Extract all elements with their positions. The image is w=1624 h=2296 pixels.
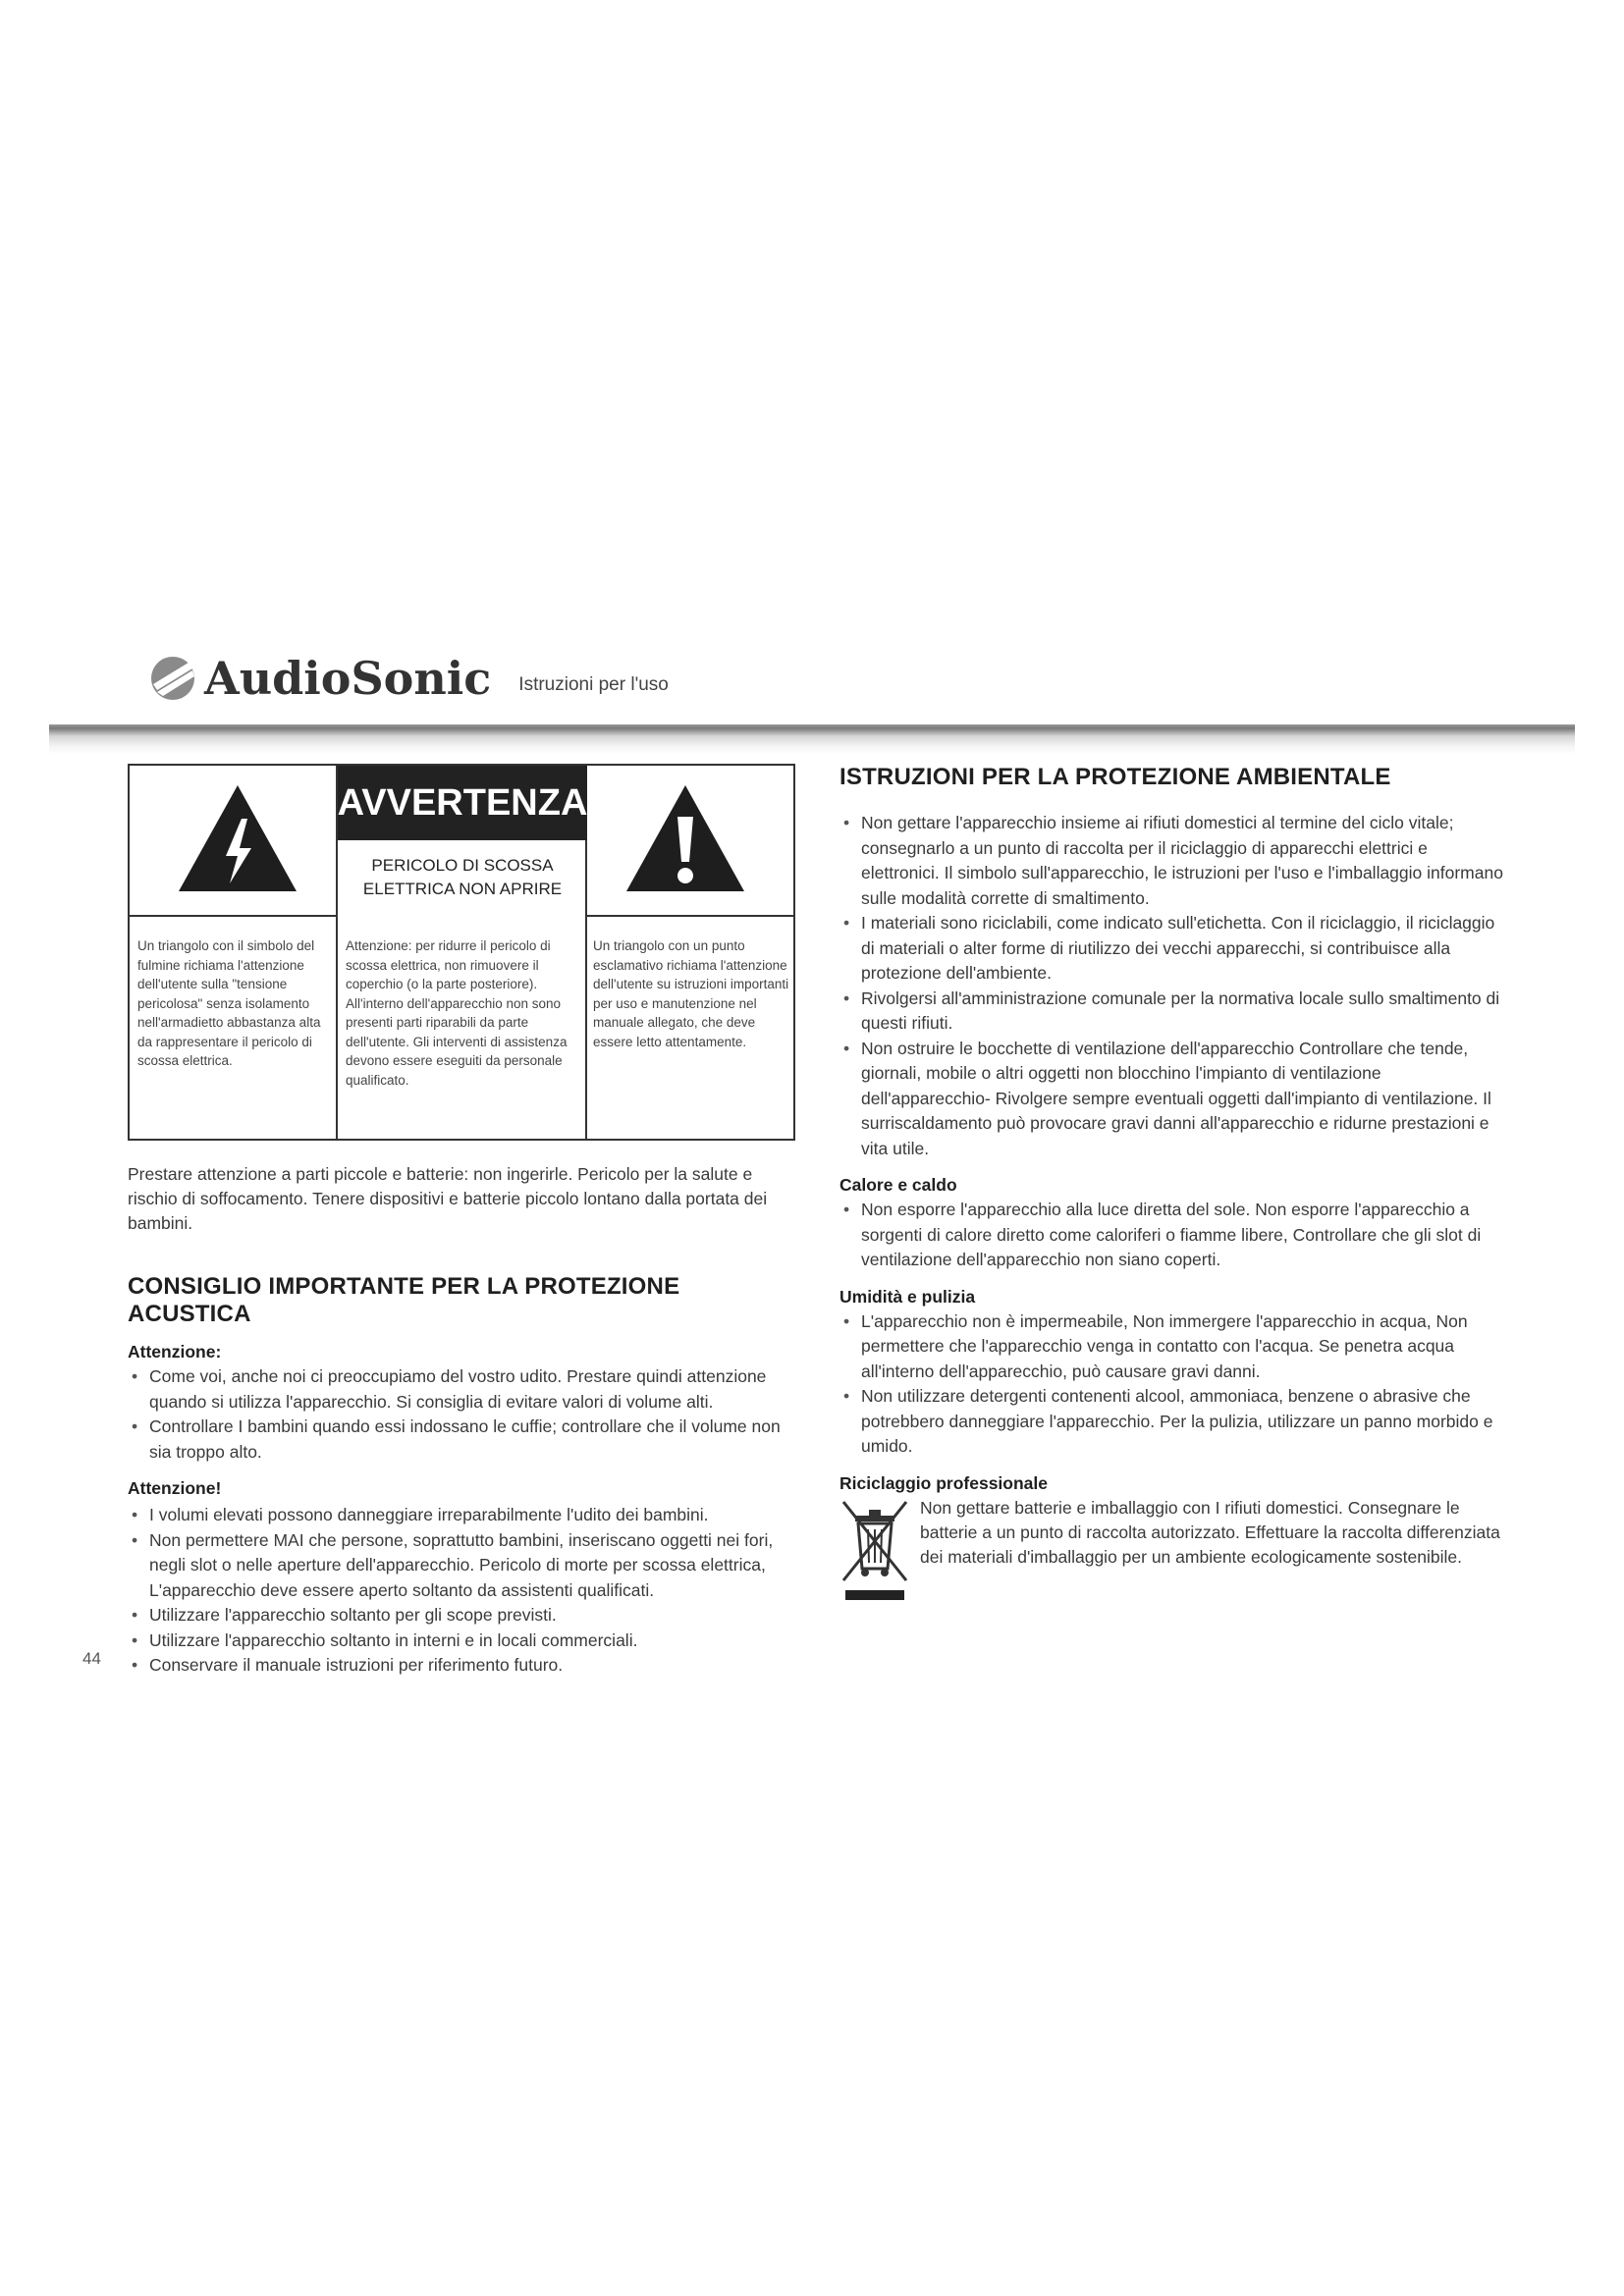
left-column: [128, 764, 795, 1679]
brand-logo: [149, 652, 492, 705]
list-item: • I volumi elevati possono danneggiare irreparabilmente l'udito dei bambini.: [128, 1503, 795, 1528]
list-item: • L'apparecchio non è impermeabile, Non immergere l'apparecchio in acqua, Non permettere che l'apparecchio venga in contatto con l'acqua. Se penetra acqua all'interno dell'apparecchio, può causare gravi danni.: [839, 1309, 1507, 1385]
exclamation-symbol-explanation: Un triangolo con un punto esclamativo richiama l'attenzione dell'utente su istruzioni importanti per uso e manutenzione nel manuale allegato, che deve essere letto attentamente.: [593, 938, 789, 1049]
acoustic-list-2: [128, 1503, 795, 1679]
warning-subtitle: PERICOLO DI SCOSSA ELETTRICA NON APRIRE: [362, 856, 563, 898]
crossed-out-bin-icon: [839, 1496, 910, 1602]
lightning-symbol-explanation: Un triangolo con il simbolo del fulmine richiama l'attenzione dell'utente sulla "tensione pericolosa" senza isolamento nell'armadietto abbastanza alta da rappresentare il pericolo di scossa elettrica.: [137, 938, 321, 1068]
humidity-heading: Umidità e pulizia: [839, 1286, 976, 1307]
list-item: • Controllare I bambini quando essi indossano le cuffie; controllare che il volume non sia troppo alto.: [128, 1415, 795, 1465]
list-item: • Utilizzare l'apparecchio soltanto per gli scope previsti.: [128, 1603, 795, 1629]
recycling-block: [839, 1496, 1507, 1602]
brand-name: AudioSonic: [204, 652, 492, 705]
page-number: 44: [82, 1649, 101, 1668]
header-divider-bar: [49, 724, 1575, 754]
warning-box: [128, 764, 795, 1141]
environment-heading: ISTRUZIONI PER LA PROTEZIONE AMBIENTALE: [839, 764, 1391, 790]
acoustic-subheading-1: Attenzione:: [128, 1342, 222, 1362]
warning-title: AVVERTENZA: [338, 766, 587, 840]
shock-warning-explanation: Attenzione: per ridurre il pericolo di scossa elettrica, non rimuovere il coperchio (o la parte posteriore). All'interno dell'apparecchio non sono presenti parti riparabili da parte dell'utente. Gli interventi di assistenza devono essere eseguiti da personale qualificato.: [346, 938, 568, 1088]
acoustic-list-1: [128, 1364, 795, 1465]
acoustic-heading: CONSIGLIO IMPORTANTE PER LA PROTEZIONE ACUSTICA: [128, 1273, 680, 1327]
list-item: • Non permettere MAI che persone, soprattutto bambini, inseriscano oggetti nei fori, negli slot o nelle aperture dell'apparecchio. Pericolo di morte per scossa elettrica, L'apparecchio deve essere aperto soltanto da assistenti qualificati.: [128, 1528, 795, 1604]
list-item: • I materiali sono riciclabili, come indicato sull'etichetta. Con il riciclaggio, il riciclaggio di materiali o alter forme di riutilizzo dei vecchi apparecchi, si contribuisce alla protezione dell'ambiente.: [839, 911, 1507, 987]
right-column: [839, 764, 1507, 1602]
list-item: • Non esporre l'apparecchio alla luce diretta del sole. Non esporre l'apparecchio a sorgenti di calore diretto come caloriferi o fiamme libere, Controllare che gli slot di ventilazione dell'apparecchio non siano coperti.: [839, 1198, 1507, 1273]
list-item: • Non ostruire le bocchette di ventilazione dell'apparecchio Controllare che tende, giornali, mobile o altri oggetti non blocchino l'impianto di ventilazione dell'apparecchio- Rivolgere sempre eventuali oggetti dall'impianto di ventilazione. Il surriscaldamento può provocare gravi danni all'apparecchio e ridurne prestazioni e vita utile.: [839, 1037, 1507, 1162]
list-item: • Utilizzare l'apparecchio soltanto in interni e in locali commerciali.: [128, 1629, 795, 1654]
list-item: • Non utilizzare detergenti contenenti alcool, ammoniaca, benzene o abrasive che potrebbero danneggiare l'apparecchio. Per la pulizia, utilizzare un panno morbido e umido.: [839, 1384, 1507, 1460]
lightning-warning-icon: [177, 783, 298, 893]
exclamation-warning-icon: [624, 783, 746, 893]
list-item: • Rivolgersi all'amministrazione comunale per la normativa locale sullo smaltimento di questi rifiuti.: [839, 987, 1507, 1037]
humidity-list: [839, 1309, 1507, 1460]
acoustic-subheading-2: Attenzione!: [128, 1478, 222, 1498]
list-item: • Come voi, anche noi ci preoccupiamo del vostro udito. Prestare quindi attenzione quando si utilizza l'apparecchio. Si consiglia di evitare valori di volume alti.: [128, 1364, 795, 1415]
small-parts-notice: Prestare attenzione a parti piccole e batterie: non ingerirle. Pericolo per la salute e rischio di soffocamento. Tenere dispositivi e batterie piccolo lontano dalla portata dei bambini.: [128, 1164, 768, 1233]
list-item: • Non gettare l'apparecchio insieme ai rifiuti domestici al termine del ciclo vitale; consegnarlo a un punto di raccolta per il riciclaggio di apparecchi elettrici e elettronici. Il simbolo sull'apparecchio, le istruzioni per l'uso e l'imballaggio informano sulle modalità corrette di smaltimento.: [839, 811, 1507, 911]
page-header: [149, 643, 669, 705]
document-subtitle: Istruzioni per l'uso: [518, 674, 669, 695]
recycling-text: Non gettare batterie e imballaggio con I rifiuti domestici. Consegnare le batterie a un punto di raccolta autorizzato. Effettuare la raccolta differenziata dei materiali d'imballaggio per un ambiente ecologicamente sostenibile.: [920, 1497, 1500, 1567]
heat-heading: Calore e caldo: [839, 1175, 957, 1195]
heat-list: [839, 1198, 1507, 1273]
list-item: • Conservare il manuale istruzioni per riferimento futuro.: [128, 1653, 795, 1679]
recycling-heading: Riciclaggio professionale: [839, 1472, 1048, 1493]
environment-list: [839, 811, 1507, 1161]
audiosonic-logo-icon: [149, 655, 196, 702]
